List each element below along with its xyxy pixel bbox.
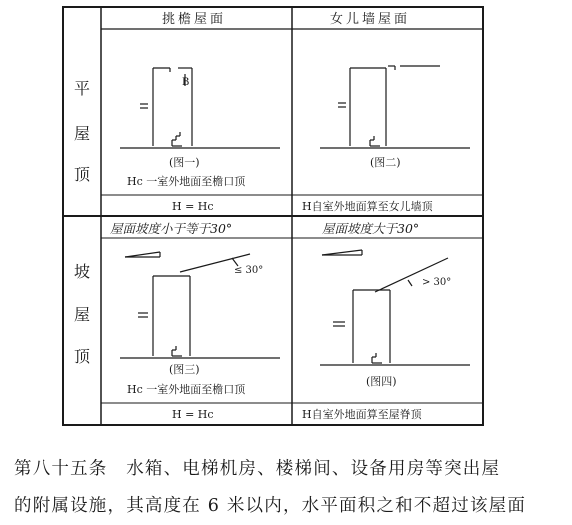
fig3-formula: H = Hc bbox=[172, 408, 214, 421]
row-label-sloped-2: 屋 bbox=[74, 305, 91, 324]
article-line-1: 第八十五条 水箱、电梯机房、楼梯间、设备用房等突出屋 bbox=[14, 459, 501, 479]
row-label-flat-2: 屋 bbox=[74, 124, 91, 143]
fig4-header: 屋面坡度大于30° bbox=[322, 221, 420, 236]
diagram-fig1 bbox=[120, 68, 280, 148]
header-parapet-roof: 女儿墙屋面 bbox=[330, 12, 411, 27]
fig3-angle-label: ≤ 30° bbox=[234, 265, 264, 276]
fig2-caption: (图二) bbox=[370, 156, 401, 169]
diagram-fig4 bbox=[320, 250, 470, 365]
row-label-flat-1: 平 bbox=[74, 79, 91, 98]
fig4-formula: H自室外地面算至屋脊顶 bbox=[302, 408, 422, 421]
fig1-mark-b: B bbox=[182, 77, 190, 88]
diagram-fig2 bbox=[320, 66, 470, 148]
fig1-note: Hc 一室外地面至檐口顶 bbox=[127, 175, 246, 188]
row-label-sloped-3: 顶 bbox=[74, 347, 91, 366]
row-label-flat-3: 顶 bbox=[74, 165, 91, 184]
fig1-formula: H = Hc bbox=[172, 200, 214, 213]
article-line-2: 的附属设施，其高度在 6 米以内，水平面积之和不超过该屋面 bbox=[14, 496, 527, 516]
fig4-caption: (图四) bbox=[366, 375, 397, 388]
fig3-note: Hc 一室外地面至檐口顶 bbox=[127, 383, 246, 396]
fig2-formula: H自室外地面算至女儿墙顶 bbox=[302, 200, 433, 213]
row-label-sloped-1: 坡 bbox=[74, 262, 91, 281]
fig1-caption: (图一) bbox=[169, 156, 200, 169]
header-eave-roof: 挑檐屋面 bbox=[162, 12, 227, 27]
fig3-header: 屋面坡度小于等于30° bbox=[110, 221, 233, 236]
fig3-caption: (图三) bbox=[169, 363, 200, 376]
fig4-angle-label: > 30° bbox=[422, 277, 452, 288]
